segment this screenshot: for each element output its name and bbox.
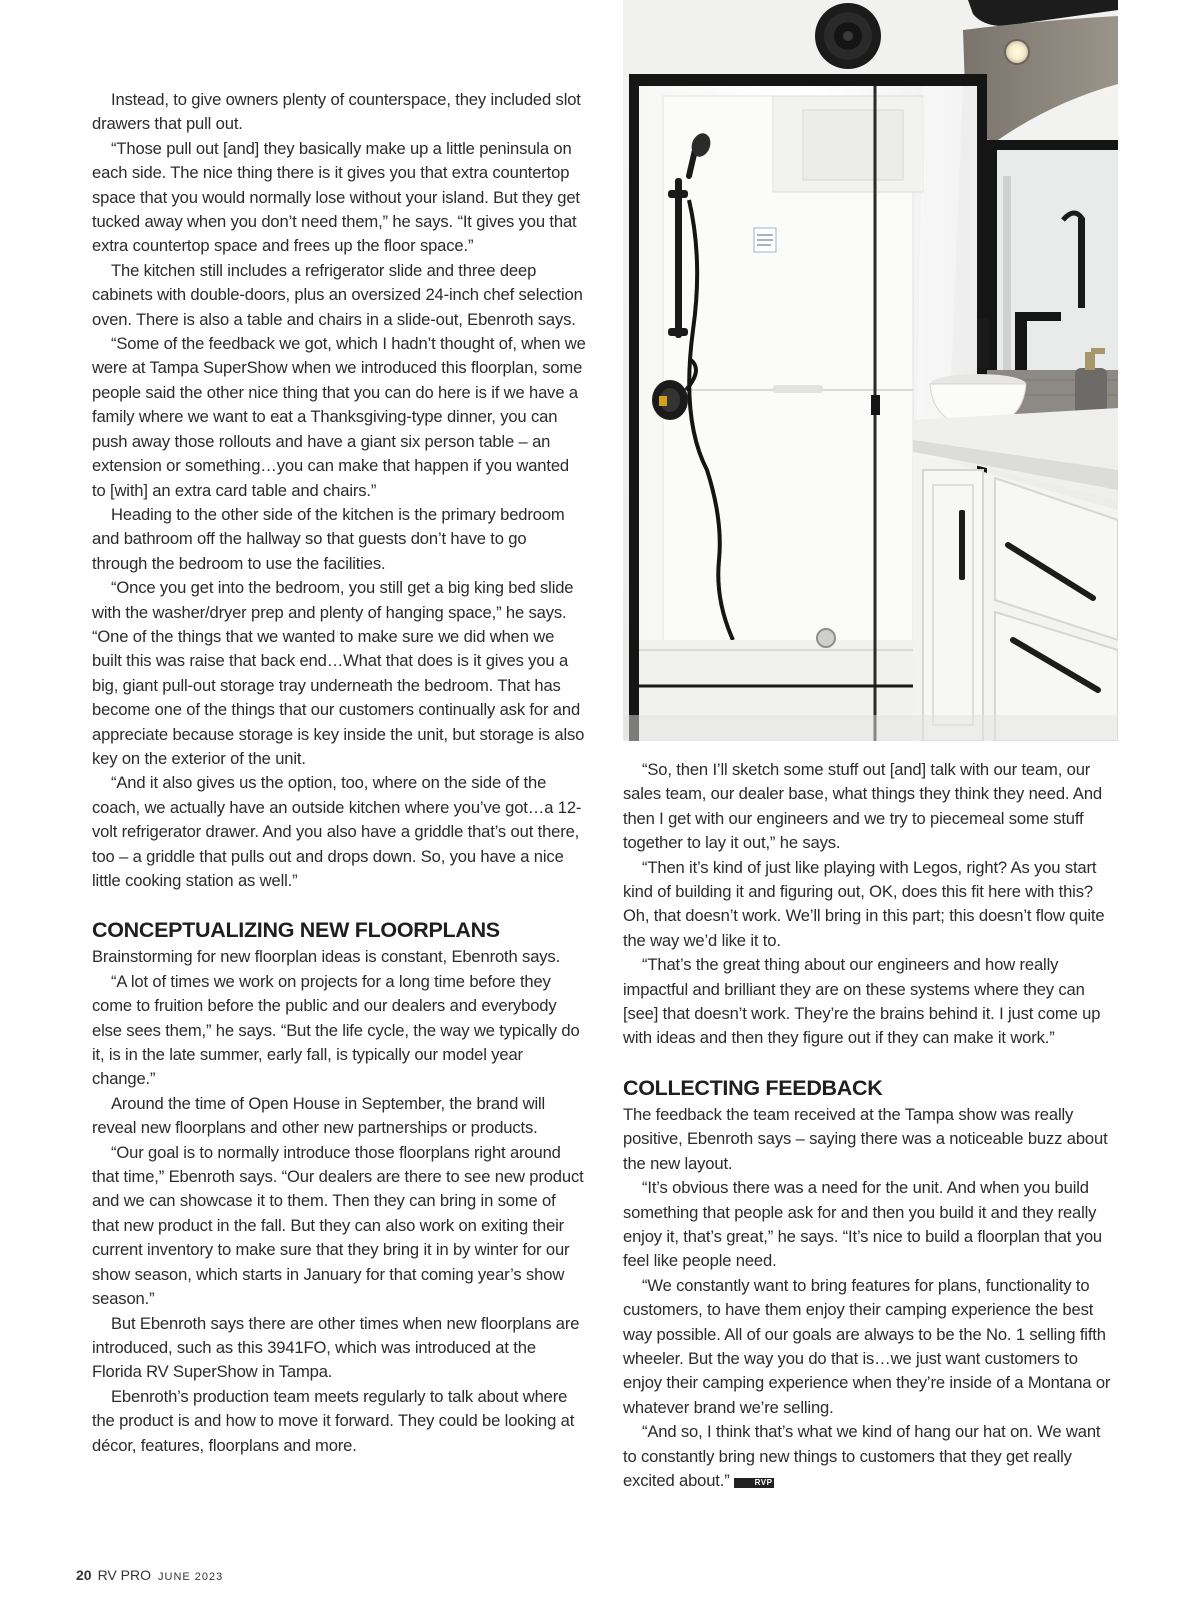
body-paragraph: But Ebenroth says there are other times when new floorplans are introduced, such as this 3941FO, which was introduced at the Florida RV SuperShow in Tampa. bbox=[92, 1313, 580, 1382]
body-paragraph: “Our goal is to normally introduce those floorplans right around that time,” Ebenroth says. “Our dealers are there to see new product and we can showcase it to them. Then they can bring in some of that new product in the fall. But they can also work on exiting their current inventory to make sure that they bring it in by winter for our show season, which starts in January for that coming year’s show season.” bbox=[92, 1142, 584, 1309]
body-paragraph: Around the time of Open House in September, the brand will reveal new floorplans and other new partnerships or products. bbox=[92, 1093, 546, 1138]
body-paragraph: Ebenroth’s production team meets regularly to talk about where the product is and how to move it forward. They could be looking at décor, features, floorplans and more. bbox=[92, 1386, 575, 1455]
section-heading-conceptualizing: CONCEPTUALIZING NEW FLOORPLANS bbox=[92, 918, 500, 943]
magazine-name: RV PRO bbox=[97, 1567, 152, 1583]
body-paragraph: “And it also gives us the option, too, where on the side of the coach, we actually have an outside kitchen where you’ve got…a 12-volt refrigerator drawer. And you also have a griddle that’s out there, too – a griddle that pulls out and drops down. So, you have a nice little cooking station as well.” bbox=[92, 773, 582, 890]
body-paragraph: The kitchen still includes a refrigerator slide and three deep cabinets with double-doors, plus an oversized 24-inch chef selection oven. There is also a table and chairs in a slide-out, Ebenroth says. bbox=[92, 260, 583, 329]
body-paragraph: “Some of the feedback we got, which I hadn’t thought of, when we were at Tampa SuperShow when we introduced this floorplan, some people said the other nice thing that you can do here is if we have a family where we want to eat a Thanksgiving-type dinner, you can push away those rollouts and have a giant six person table – an extension or something…you can make that happen if you wanted to [with] an extra card table and chairs.” bbox=[92, 334, 586, 500]
roof-vent-icon bbox=[815, 3, 881, 69]
left-text-column bbox=[92, 88, 586, 1458]
body-paragraph: “That’s the great thing about our engineers and how really impactful and brilliant they are on these systems where they can [see] that doesn’t work. They’re the brains behind it. I just come up with ideas and then they figure out if they can make it work.” bbox=[623, 955, 1101, 1048]
page-number: 20 bbox=[76, 1567, 92, 1583]
section-lead-paragraph: The feedback the team received at the Tampa show was really positive, Ebenroth says – saying there was a noticeable buzz about the new layout. bbox=[623, 1104, 1108, 1173]
body-paragraph: “So, then I’ll sketch some stuff out [and] talk with our team, our sales team, our dealer base, what things they think they need. And then I get with our engineers and we try to piecemeal some stuff together to lay it out,” he says. bbox=[623, 760, 1102, 853]
closing-paragraph-text: “And so, I think that’s what we kind of hang our hat on. We want to constantly bring new things to customers that they get really excited about.” bbox=[623, 1422, 1101, 1490]
body-paragraph: Instead, to give owners plenty of counterspace, they included slot drawers that pull out. bbox=[92, 90, 581, 134]
section-heading-collecting-feedback: COLLECTING FEEDBACK bbox=[623, 1075, 883, 1100]
body-paragraph: “We constantly want to bring features for plans, functionality to customers, to have them enjoy their camping experience the best way possible. All of our goals are always to be the No. 1 selling fifth wheeler. But the way you do that is…we just want customers to enjoy their camping experience when they’re inside of a Montana or whatever brand we’re selling. bbox=[623, 1275, 1111, 1417]
bathroom-shower-photo bbox=[623, 0, 1118, 741]
issue-date: JUNE 2023 bbox=[158, 1571, 224, 1583]
body-paragraph: “It’s obvious there was a need for the unit. And when you build something that people ask for and then you build it and they really enjoy it, that’s great,” he says. “It’s nice to build a floorplan that you feel like people need. bbox=[623, 1178, 1102, 1271]
bathroom-illustration bbox=[623, 0, 1118, 741]
section-lead-paragraph: Brainstorming for new floorplan ideas is constant, Ebenroth says. bbox=[92, 947, 561, 967]
body-paragraph: “A lot of times we work on projects for a long time before they come to fruition before the public and our dealers and everybody else sees them,” he says. “But the life cycle, the way we typically do it, is in the late summer, early fall, is typically our model year change.” bbox=[92, 971, 580, 1089]
body-paragraph: “Then it’s kind of just like playing with Legos, right? As you start kind of building it and figuring out, OK, does this fit here with this? Oh, that doesn’t work. We’ll bring in this part; this doesn’t flow quite the way we’d like it to. bbox=[623, 857, 1105, 950]
body-paragraph: “Once you get into the bedroom, you still get a big king bed slide with the washer/dryer prep and plenty of hanging space,” he says. “One of the things that we wanted to make sure we did when we built this was raise that back end…What that does is it gives you a big, giant pull-out storage tray underneath the bedroom. That has become one of the things that our customers continually ask for and appreciate because storage is key inside the unit, but storage is also key on the exterior of the unit. bbox=[92, 578, 585, 768]
body-paragraph bbox=[623, 1420, 1117, 1493]
right-text-column bbox=[623, 758, 1117, 1493]
body-paragraph: Heading to the other side of the kitchen is the primary bedroom and bathroom off the hallway so that guests don’t have to go through the bedroom to use the facilities. bbox=[92, 504, 565, 573]
rvp-end-mark-icon: RVP bbox=[734, 1478, 775, 1488]
body-paragraph: “Those pull out [and] they basically make up a little peninsula on each side. The nice thing there is it gives you that extra countertop space that you would normally lose without your island. But they get tucked away when you don’t need them,” he says. “It gives you that extra countertop space and frees up the floor space.” bbox=[92, 138, 580, 256]
page-footer bbox=[76, 1567, 223, 1583]
